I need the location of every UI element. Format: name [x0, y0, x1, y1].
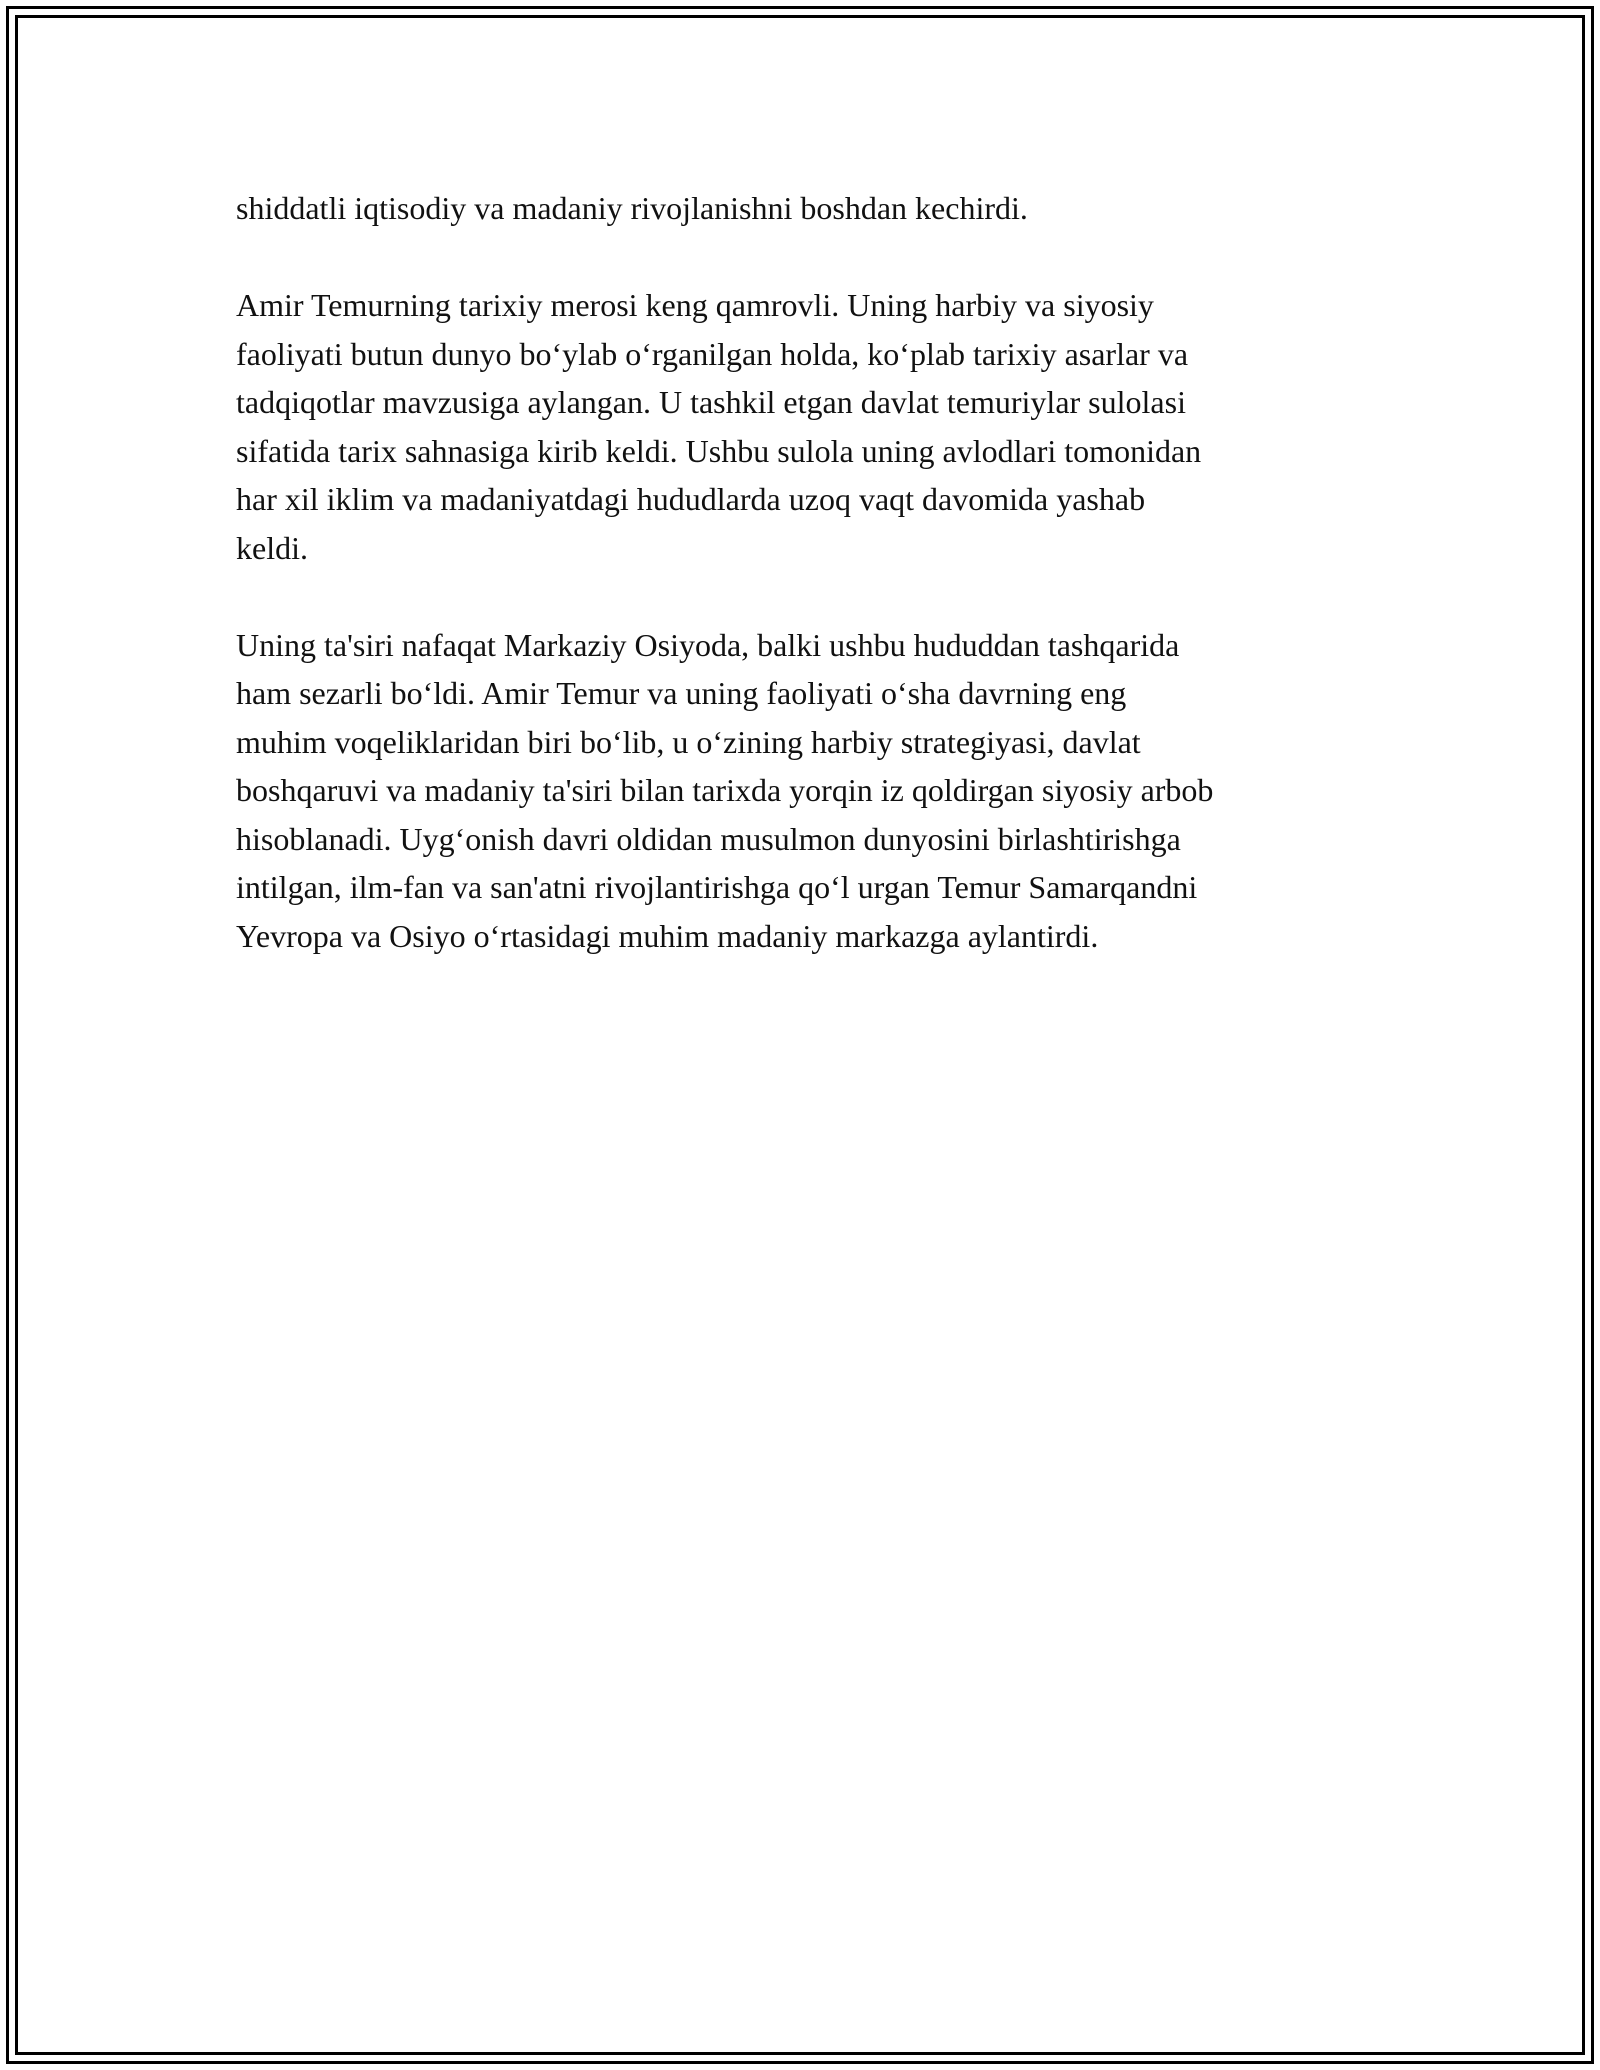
- paragraph-1: shiddatli iqtisodiy va madaniy rivojlanishni boshdan kechirdi.: [236, 190, 1028, 226]
- document-body: [236, 184, 1366, 1009]
- paragraph-2: Amir Temurning tarixiy merosi keng qamrovli. Uning harbiy va siyosiy faoliyati butun dunyo bo‘ylab o‘rganilgan holda, ko‘plab tarixiy asarlar va tadqiqotlar mavzusiga aylangan. U tashkil etgan davlat temuriylar sulolasi sifatida tarix sahnasiga kirib keldi. Ushbu sulola uning avlodlari tomonidan har xil iklim va madaniyatdagi hududlarda uzoq vaqt davomida yashab keldi.: [236, 287, 1202, 566]
- paragraph-3: Uning ta'siri nafaqat Markaziy Osiyoda, balki ushbu hududdan tashqarida ham sezarli bo‘ldi. Amir Temur va uning faoliyati o‘sha davrning eng muhim voqeliklaridan biri bo‘lib, u o‘zining harbiy strategiyasi, davlat boshqaruvi va madaniy ta'siri bilan tarixda yorqin iz qoldirgan siyosiy arbob hisoblanadi. Uyg‘onish davri oldidan musulmon dunyosini birlashtirishga intilgan, ilm-fan va san'atni rivojlantirishga qo‘l urgan Temur Samarqandni Yevropa va Osiyo o‘rtasidagi muhim madaniy markazga aylantirdi.: [236, 626, 1214, 954]
